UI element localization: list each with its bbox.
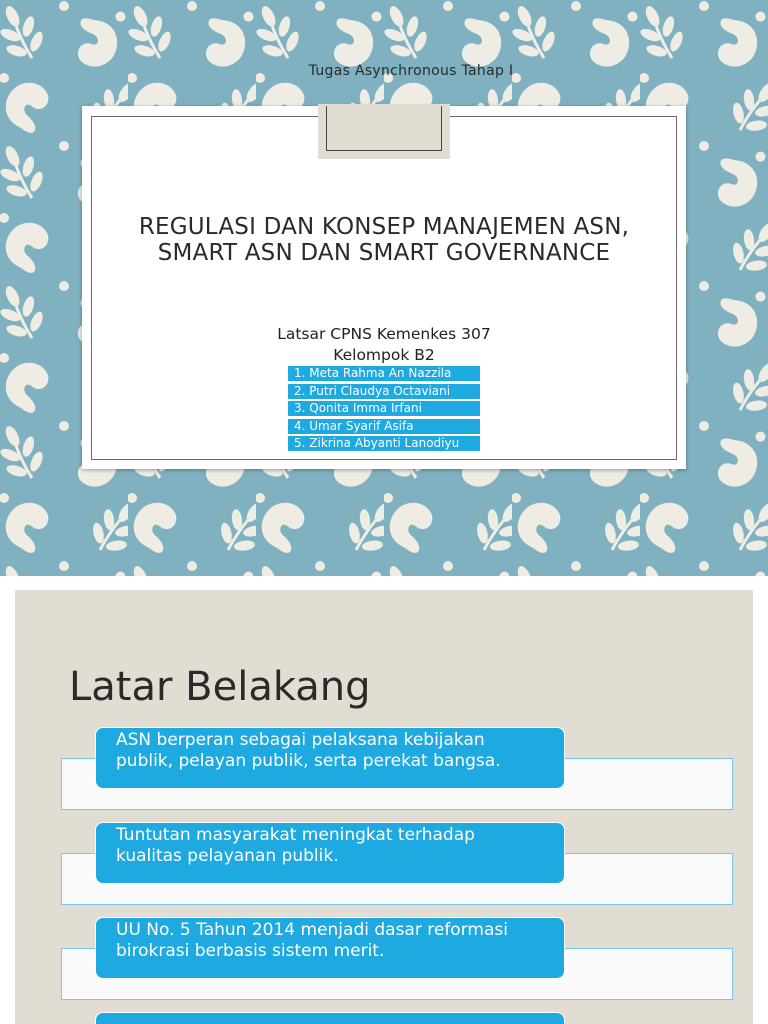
point-box [95, 1012, 565, 1024]
title-line-2: SMART ASN DAN SMART GOVERNANCE [157, 240, 611, 266]
member-item: 3. Qonita Imma Irfani [288, 401, 480, 416]
title-line-1: REGULASI DAN KONSEP MANAJEMEN ASN, [138, 214, 630, 240]
point-box: Tuntutan masyarakat meningkat terhadap kualitas pelayanan publik. [95, 822, 565, 884]
point-row [15, 1012, 753, 1024]
subtitle-line-1: Latsar CPNS Kemenkes 307 [277, 325, 491, 343]
slide-subtitle [82, 324, 686, 366]
member-item: 5. Zikrina Abyanti Lanodiyu [288, 436, 480, 451]
member-item: 1. Meta Rahma An Nazzila [288, 366, 480, 381]
point-row [15, 822, 753, 886]
card-top-tab [318, 104, 450, 159]
point-row [15, 917, 753, 981]
member-list [288, 366, 480, 454]
point-row [15, 727, 753, 791]
point-box: ASN berperan sebagai pelaksana kebijakan publik, pelayan publik, serta perekat bangsa. [95, 727, 565, 789]
title-card [82, 106, 686, 469]
slide-title [82, 214, 686, 266]
subtitle-line-2: Kelompok B2 [333, 346, 435, 364]
member-item: 2. Putri Claudya Octaviani [288, 384, 480, 399]
member-item: 4. Umar Syarif Asifa [288, 419, 480, 434]
point-box: UU No. 5 Tahun 2014 menjadi dasar reformasi birokrasi berbasis sistem merit. [95, 917, 565, 979]
background-slide [15, 590, 753, 1024]
slide-heading: Latar Belakang [69, 664, 371, 710]
slide-caption: Tugas Asynchronous Tahap I [308, 63, 514, 79]
